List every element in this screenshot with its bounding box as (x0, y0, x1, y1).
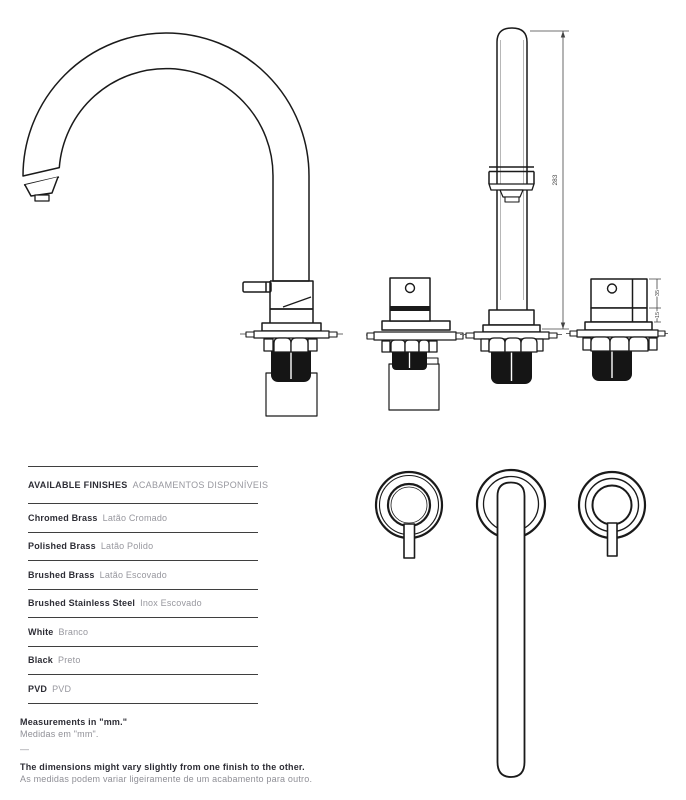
finish-row-pvd (28, 675, 258, 704)
finish-name-pt: Latão Escovado (99, 569, 167, 580)
height-dimension (530, 31, 569, 329)
note-dimensions-en: The dimensions might vary slightly from one finish to the other. (20, 762, 305, 772)
handle-dimensions (649, 279, 661, 322)
finishes-header-pt: ACABAMENTOS DISPONÍVEIS (132, 480, 269, 490)
handle-upper-dim-label: 35 (655, 289, 661, 297)
hex-nut (264, 338, 317, 352)
lever-handle (243, 282, 271, 292)
finish-name-pt: Latão Cromado (102, 512, 168, 523)
handle-lower-dim-label: 15 (655, 311, 661, 319)
finish-name-pt: Preto (58, 655, 81, 666)
finishes-header-en: AVAILABLE FINISHES (28, 480, 128, 490)
note-measurements-pt: Medidas em "mm". (20, 729, 99, 739)
finish-name-en: Black (28, 655, 54, 666)
finish-name-pt: Latão Polido (100, 541, 154, 552)
spout-arc (23, 33, 309, 281)
mounting-box (389, 364, 439, 410)
notes-separator: — (20, 744, 30, 754)
aerator-tip (24, 177, 59, 201)
valve-side-view (566, 279, 668, 381)
note-dimensions-pt: As medidas podem variar ligeiramente de um acabamento para outro. (20, 774, 313, 784)
handle-top-view-right (579, 472, 645, 556)
valve-handle (390, 278, 430, 321)
lever-stub (404, 524, 415, 558)
hex-nut (583, 337, 657, 351)
handle-top-view-left (376, 472, 442, 558)
spout-height-label: 283 (552, 174, 559, 186)
finish-name-en: Polished Brass (28, 541, 96, 552)
hex-nut (481, 338, 543, 352)
gooseneck-spout-side-view (23, 33, 343, 416)
set-screw (608, 284, 617, 293)
finish-name-en: Brushed Brass (28, 569, 95, 580)
finish-name-en: PVD (28, 683, 48, 694)
spout-front-view (460, 28, 569, 384)
finishes-table-header (28, 467, 269, 504)
finish-name-en: White (28, 626, 54, 637)
finish-name-pt: Inox Escovado (140, 598, 202, 609)
finish-name-en: Brushed Stainless Steel (28, 598, 136, 609)
finish-name-pt: Branco (58, 626, 89, 637)
footer-notes (20, 716, 380, 785)
finish-row-brushed-brass (28, 561, 258, 590)
valve-front-view (366, 278, 464, 410)
finish-name-en: Chromed Brass (28, 512, 98, 523)
finish-row-black (28, 647, 258, 676)
finish-row-white (28, 618, 258, 647)
finish-name-pt: PVD (52, 683, 72, 694)
lever-stub (608, 523, 618, 556)
spout-reach (498, 483, 525, 778)
set-screw (406, 284, 415, 293)
finish-row-chromed-brass (28, 504, 258, 533)
note-measurements-en: Measurements in "mm." (20, 717, 128, 727)
finish-row-brushed-stainless-steel (28, 590, 258, 619)
finish-row-polished-brass (28, 533, 258, 562)
spout-top-view (477, 470, 545, 777)
finishes-table (28, 466, 269, 704)
hex-nut (382, 340, 437, 352)
